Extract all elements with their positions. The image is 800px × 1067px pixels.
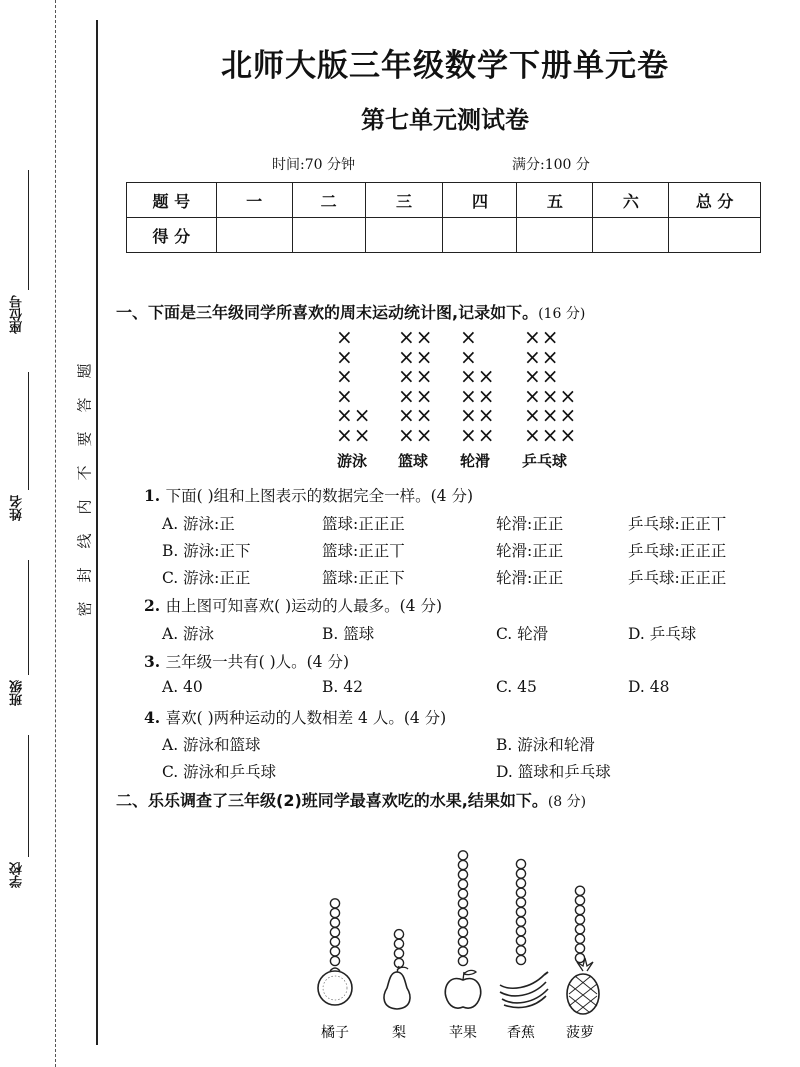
question-number: 2.: [144, 596, 161, 615]
school-label: 学校: [10, 862, 25, 888]
q4-option-c[interactable]: C. 游泳和乒乓球: [162, 763, 277, 781]
tally-row: ×××: [524, 383, 578, 408]
tally-row: ××: [398, 364, 434, 388]
fruit-stack-0: [330, 899, 339, 966]
exam-full-score: 满分:100 分: [512, 157, 590, 173]
score-table-cell: 四: [443, 183, 517, 218]
fruit-count-circle: [516, 946, 525, 955]
q3-option-d[interactable]: D. 48: [628, 678, 670, 696]
fruit-count-circle: [394, 949, 403, 958]
tally-label-skating: 轮滑: [460, 452, 491, 470]
pineapple-icon: [567, 958, 599, 1014]
tally-label-basketball: 篮球: [398, 452, 429, 470]
fruit-count-circle: [458, 947, 467, 956]
tally-row: ×: [336, 344, 354, 369]
tally-label-table-tennis: 乒乓球: [522, 452, 568, 470]
fruit-count-circle: [575, 905, 584, 914]
fruit-count-circle: [458, 870, 467, 879]
q1-option-c-basketball: 篮球:正正下: [322, 569, 405, 587]
question-text: 喜欢( )两种运动的人数相差 4 人。(4 分): [165, 709, 447, 727]
q1-option-c-skating: 轮滑:正正: [496, 569, 564, 587]
score-table-cell: 一: [216, 183, 292, 218]
apple-icon: [445, 970, 481, 1008]
tally-row: ××: [398, 383, 434, 408]
fruit-label: 菠萝: [566, 1025, 594, 1041]
tally-label-swimming: 游泳: [337, 452, 368, 470]
tally-row: ××: [398, 422, 434, 447]
score-row-label: 得 分: [127, 218, 217, 253]
seal-char: 不: [75, 465, 94, 481]
fruit-count-circle: [394, 930, 403, 939]
fruit-count-circle: [458, 918, 467, 927]
section-1-heading-text: 一、下面是三年级同学所喜欢的周末运动统计图,记录如下。: [116, 303, 539, 322]
banana-icon: [500, 972, 548, 1008]
seal-char: 答: [75, 397, 94, 413]
fruit-count-circle: [516, 859, 525, 868]
exam-time: 时间:70 分钟: [272, 157, 355, 173]
fruit-count-circle: [516, 936, 525, 945]
q2-option-d[interactable]: D. 乒乓球: [628, 625, 697, 643]
seal-char: 题: [75, 363, 94, 379]
fruit-stack-3: [516, 859, 525, 964]
seal-char: 内: [75, 499, 94, 515]
tally-row: ××: [524, 325, 560, 349]
fruit-count-circle: [330, 937, 339, 946]
fruit-count-circle: [575, 886, 584, 895]
fruit-count-circle: [575, 944, 584, 953]
score-table-cell: 题 号: [127, 183, 217, 218]
fruit-label: 橘子: [321, 1025, 349, 1041]
fruit-count-circle: [458, 956, 467, 965]
pear-icon: [384, 966, 410, 1009]
seal-char: 线: [75, 533, 94, 549]
tally-row: ×: [336, 325, 354, 349]
question-number: 3.: [144, 652, 161, 671]
fruit-count-circle: [516, 907, 525, 916]
fruit-label: 苹果: [449, 1025, 477, 1041]
fruit-count-circle: [516, 927, 525, 936]
fruit-count-circle: [575, 934, 584, 943]
orange-icon: [318, 968, 352, 1005]
fruit-count-circle: [458, 851, 467, 860]
fruit-count-circle: [330, 899, 339, 908]
q4-option-a[interactable]: A. 游泳和篮球: [162, 736, 261, 754]
tally-row: ××: [524, 364, 560, 388]
tally-row: ×: [460, 344, 478, 369]
tally-row: ×××: [524, 422, 578, 447]
fruit-count-circle: [458, 937, 467, 946]
seat-number-label: 座位号: [10, 295, 25, 334]
fruit-label: 香蕉: [507, 1025, 535, 1041]
fruit-count-circle: [516, 917, 525, 926]
fruit-count-circle: [458, 908, 467, 917]
fruit-count-circle: [458, 880, 467, 889]
q2-option-a[interactable]: A. 游泳: [162, 625, 215, 643]
tally-row: ××: [460, 383, 496, 408]
section-1-points: (16 分): [538, 306, 586, 322]
q1-option-a-swim[interactable]: A. 游泳:正: [162, 515, 235, 533]
seal-char: 密: [75, 601, 94, 617]
fruit-count-circle: [330, 956, 339, 965]
class-label: 班级: [10, 680, 25, 706]
q4-option-d[interactable]: D. 篮球和乒乓球: [496, 763, 611, 781]
tally-row: ×: [460, 325, 478, 349]
fruit-count-circle: [458, 860, 467, 869]
q1-option-a-basketball: 篮球:正正正: [322, 515, 405, 533]
tally-row: ××: [398, 403, 434, 427]
q1-option-c-tabletennis: 乒乓球:正正正: [628, 569, 727, 587]
q2-option-b[interactable]: B. 篮球: [322, 625, 375, 643]
question-text: 下面( )组和上图表示的数据完全一样。(4 分): [165, 487, 473, 505]
tally-row: ××: [336, 403, 372, 427]
tally-row: ××: [460, 403, 496, 427]
q3-option-b[interactable]: B. 42: [322, 678, 363, 696]
tally-row: ××: [460, 364, 496, 388]
q1-option-b-tabletennis: 乒乓球:正正正: [628, 542, 727, 560]
seal-char: 封: [75, 567, 94, 583]
fruit-count-circle: [516, 869, 525, 878]
score-table-cell: 六: [593, 183, 669, 218]
fruit-count-circle: [330, 918, 339, 927]
tally-row: ××: [398, 344, 434, 369]
exam-subtitle: 第七单元测试卷: [361, 106, 529, 134]
seal-char: 要: [75, 431, 94, 447]
score-table-cell: 五: [517, 183, 593, 218]
fruit-count-circle: [516, 888, 525, 897]
q1-option-c-swim[interactable]: C. 游泳:正正: [162, 569, 251, 587]
q1-option-b-swim[interactable]: B. 游泳:正下: [162, 542, 251, 560]
fruit-stack-2: [458, 851, 467, 966]
question-text: 由上图可知喜欢( )运动的人最多。(4 分): [165, 597, 442, 615]
q3-option-a[interactable]: A. 40: [162, 678, 203, 696]
fruit-count-circle: [330, 928, 339, 937]
tally-row: ×××: [524, 403, 578, 427]
q1-option-a-tabletennis: 乒乓球:正正丅: [628, 515, 727, 533]
q2-option-c[interactable]: C. 轮滑: [496, 625, 549, 643]
tally-row: ××: [336, 422, 372, 447]
name-label: 姓名: [10, 495, 25, 521]
fruit-count-circle: [516, 955, 525, 964]
fruit-stack-1: [394, 930, 403, 968]
fruit-count-circle: [575, 925, 584, 934]
fruit-label: 梨: [392, 1025, 406, 1041]
fruit-count-circle: [575, 953, 584, 962]
fruit-count-circle: [575, 915, 584, 924]
q3-option-c[interactable]: C. 45: [496, 678, 537, 696]
question-number: 1.: [144, 486, 161, 505]
section-2-points: (8 分): [547, 794, 587, 810]
score-table-cell: 总 分: [669, 183, 761, 218]
score-table-cell: 三: [365, 183, 443, 218]
fruit-count-circle: [330, 908, 339, 917]
fruit-count-circle: [516, 879, 525, 888]
q1-option-a-skating: 轮滑:正正: [496, 515, 564, 533]
tally-row: ×: [336, 364, 354, 388]
fruit-count-circle: [330, 947, 339, 956]
section-2-heading-text: 二、乐乐调查了三年级(2)班同学最喜欢吃的水果,结果如下。: [116, 791, 548, 810]
tally-row: ××: [460, 422, 496, 447]
fruit-count-circle: [458, 928, 467, 937]
q4-option-b[interactable]: B. 游泳和轮滑: [496, 736, 595, 754]
fruit-count-circle: [394, 939, 403, 948]
fruit-count-circle: [458, 899, 467, 908]
tally-row: ××: [524, 344, 560, 369]
q1-option-b-basketball: 篮球:正正丅: [322, 542, 405, 560]
question-text: 三年级一共有( )人。(4 分): [165, 653, 349, 671]
score-table-cell: 二: [292, 183, 365, 218]
tally-row: ××: [398, 325, 434, 349]
fruit-stack-4: [575, 886, 584, 962]
q1-option-b-skating: 轮滑:正正: [496, 542, 564, 560]
fruit-count-circle: [458, 889, 467, 898]
question-number: 4.: [144, 708, 161, 727]
exam-title: 北师大版三年级数学下册单元卷: [221, 48, 669, 84]
fruit-count-circle: [516, 898, 525, 907]
fruit-count-circle: [575, 896, 584, 905]
tally-row: ×: [336, 383, 354, 408]
